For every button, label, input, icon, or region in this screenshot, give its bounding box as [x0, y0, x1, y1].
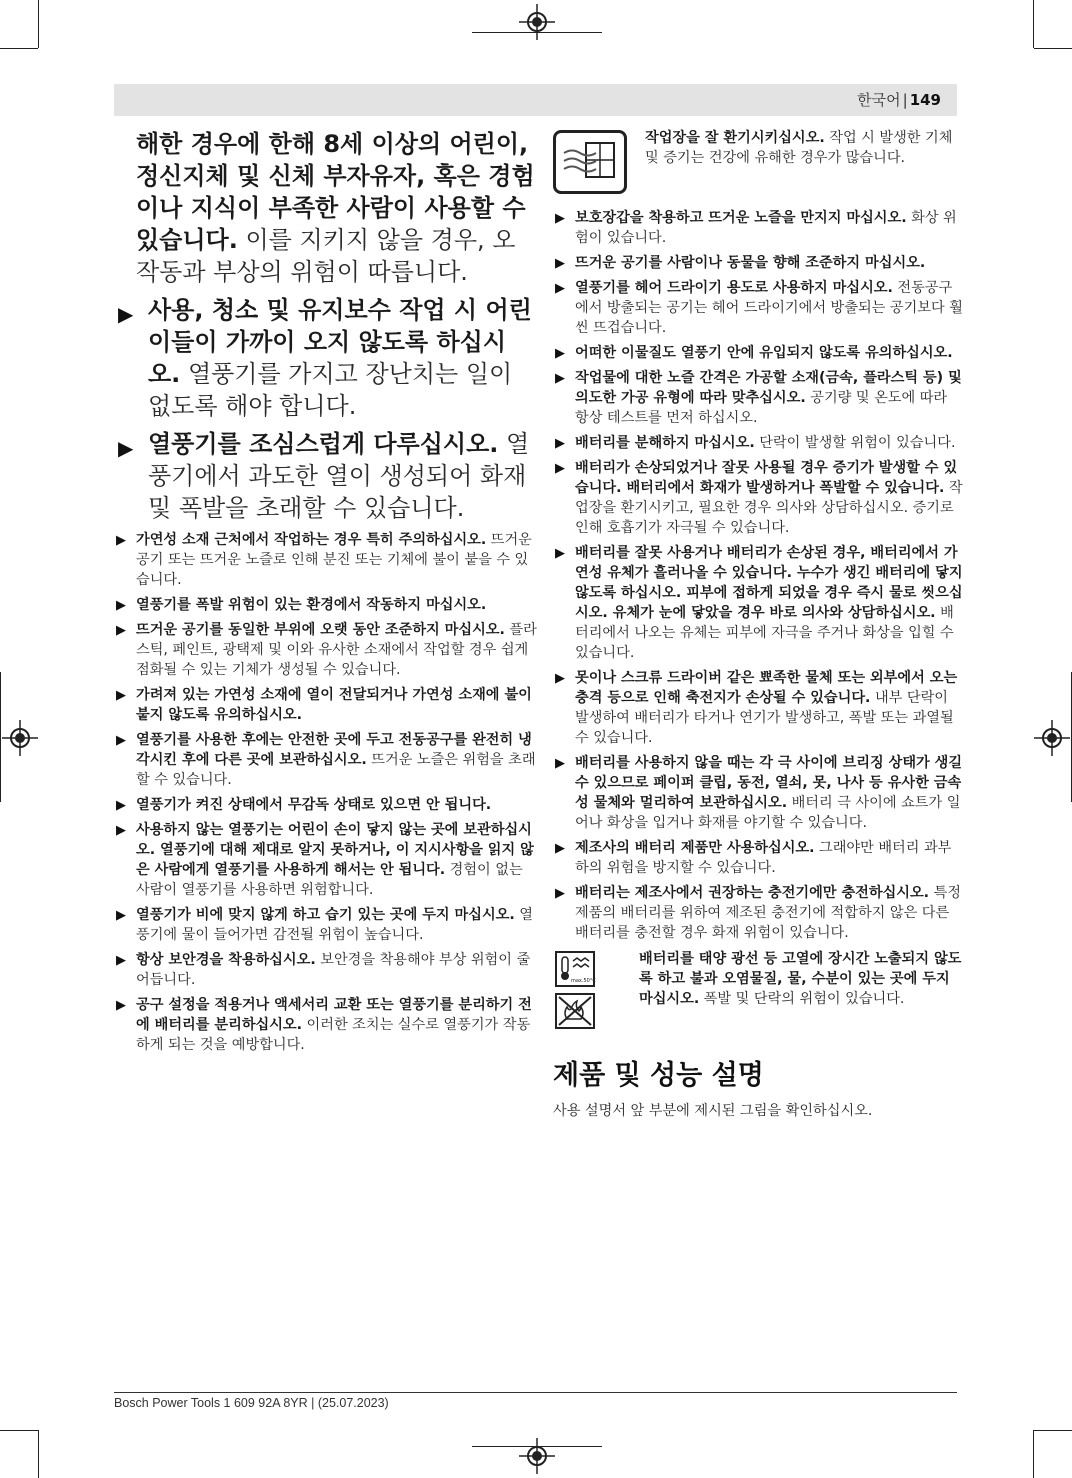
warning-normal: 플라스틱, 페인트, 광택제 및 이와 유사한 소재에서 작업할 경우 쉽게 점화될 수 있는 기체가 생성될 수 있습니다.	[136, 622, 537, 678]
warning-normal: 화상 위험이 있습니다.	[575, 210, 957, 246]
crop-mark	[38, 1430, 39, 1478]
bullet-arrow-icon: ▶	[555, 671, 565, 686]
warning-normal: 공기량 및 온도에 따라 항상 테스트를 먼저 하십시오.	[575, 390, 948, 426]
header-language: 한국어	[857, 91, 901, 109]
registration-mark-icon	[1034, 720, 1070, 756]
bullet-arrow-icon: ▶	[555, 886, 565, 901]
crop-mark	[1033, 0, 1034, 48]
warning-bold: 보호장갑을 착용하고 뜨거운 노즐을 만지지 마십시오.	[575, 210, 907, 226]
bullet-arrow-icon: ▶	[116, 623, 126, 638]
warning-bold: 열풍기를 사용한 후에는 안전한 곳에 두고 전동공구를 완전히 냉각시킨 후에 다른 곳에 보관하십시오.	[136, 732, 532, 768]
warning-bold: 열풍기를 폭발 위험이 있는 환경에서 작동하지 마십시오.	[136, 597, 487, 613]
warning-item	[553, 838, 965, 878]
warning-bold: 열풍기를 헤어 드라이기 용도로 사용하지 마십시오.	[575, 280, 893, 296]
section-title: 제품 및 성능 설명	[553, 1060, 764, 1091]
warning-item	[114, 730, 538, 790]
warning-item	[553, 543, 965, 663]
warning-item	[114, 795, 538, 815]
intro-normal: 이를 지키지 않을 경우, 오작동과 부상의 위험이 따릅니다.	[136, 226, 516, 286]
bullet-arrow-icon: ▶	[118, 436, 134, 460]
warning-bold: 뜨거운 공기를 사람이나 동물을 향해 조준하지 마십시오.	[575, 255, 926, 271]
bullet-arrow-icon: ▶	[118, 302, 134, 326]
warning-item	[114, 620, 538, 680]
warning-normal: 열풍기에 물이 들어가면 감전될 위험이 높습니다.	[136, 907, 533, 943]
no-water-fire-icon	[555, 993, 595, 1029]
warning-bold: 가려져 있는 가연성 소재에 열이 전달되거나 가연성 소재에 불이 붙지 않도록 유의하십시오.	[136, 687, 532, 723]
warning-item	[114, 905, 538, 945]
warning-bold: 사용하지 않는 열풍기는 어린이 손이 닿지 않는 곳에 보관하십시오. 열풍기에 대해 제대로 알지 못하거나, 이 지시사항을 읽지 않은 사람에게 열풍기를 사용하게 해서는 안 됩니다.	[136, 822, 534, 878]
warning-item	[553, 253, 965, 273]
warning-bold: 배터리를 잘못 사용거나 배터리가 손상된 경우, 배터리에서 가연성 유체가 흘러나올 수 있습니다. 누수가 생긴 배터리에 닿지 않도록 하십시오. 피부에 접하게 되었을 경우 즉시 물로 씻으십시오. 유체가 눈에 닿았을 경우 바로 의사와 상담하십시오.	[575, 545, 963, 621]
warning-item	[553, 668, 965, 748]
warning-normal: 단락이 발생할 위험이 있습니다.	[754, 435, 956, 451]
warning-item	[114, 595, 538, 615]
warning-normal: 열풍기에서 과도한 열이 생성되어 화재 및 폭발을 초래할 수 있습니다.	[148, 430, 530, 522]
registration-mark-icon	[519, 4, 555, 40]
bullet-arrow-icon: ▶	[555, 461, 565, 476]
warning-bold: 뜨거운 공기를 동일한 부위에 오랫 동안 조준하지 마십시오.	[136, 622, 505, 638]
bullet-arrow-icon: ▶	[555, 346, 565, 361]
warning-normal: 뜨거운 공기 또는 뜨거운 노즐로 인해 분진 또는 기체에 불이 붙을 수 있습니다.	[136, 532, 532, 588]
warning-bold: 배터리가 손상되었거나 잘못 사용될 경우 증기가 발생할 수 있습니다. 배터리에서 화재가 발생하거나 폭발할 수 있습니다.	[575, 460, 958, 496]
warning-bold: 항상 보안경을 착용하십시오.	[136, 952, 316, 968]
footer-text: Bosch Power Tools 1 609 92A 8YR | (25.07.2023)	[114, 1396, 389, 1410]
warning-bold: 배터리를 사용하지 않을 때는 각 극 사이에 브리징 상태가 생길 수 있으므로 페이퍼 클립, 동전, 열쇠, 못, 나사 등 유사한 금속성 물체와 멀리하여 보관하십시오.	[575, 755, 963, 811]
bullet-arrow-icon: ▶	[555, 756, 565, 771]
warning-normal: 이러한 조치는 실수로 열풍기가 작동하게 되는 것을 예방합니다.	[136, 1017, 531, 1053]
warning-normal: 그래야만 배터리 과부하의 위험을 방지할 수 있습니다.	[575, 840, 952, 876]
warning-bold: 어떠한 이물질도 열풍기 안에 유입되지 않도록 유의하십시오.	[575, 345, 953, 361]
warning-item	[553, 753, 965, 833]
crop-mark	[0, 672, 1, 802]
warning-item	[114, 530, 538, 590]
registration-mark-icon	[519, 1438, 555, 1474]
intro-bold: 해한 경우에 한해 8세 이상의 어린이, 정신지체 및 신체 부자유자, 혹은 경험이나 지식이 부족한 사람이 사용할 수 있습니다.	[136, 130, 535, 254]
crop-mark	[0, 1430, 38, 1431]
bullet-arrow-icon: ▶	[555, 211, 565, 226]
warning-bold: 배터리를 태양 광선 등 고열에 장시간 노출되지 않도록 하고 불과 오염물질, 물, 수분이 있는 곳에 두지 마십시오.	[639, 951, 962, 1007]
warning-bold: 작업물에 대한 노즐 간격은 가공할 소재(금속, 플라스틱 등) 및 의도한 가공 유형에 따라 맞추십시오.	[575, 370, 962, 406]
warning-item-large	[114, 428, 538, 524]
bullet-arrow-icon: ▶	[116, 908, 126, 923]
bullet-arrow-icon: ▶	[116, 598, 126, 613]
crop-mark	[38, 0, 39, 48]
warning-bold: 열풍기가 켜진 상태에서 무감독 상태로 있으면 안 됩니다.	[136, 797, 492, 813]
left-column	[114, 128, 538, 1060]
warning-normal: 배터리 극 사이에 쇼트가 일어나 화상을 입거나 화재를 야기할 수 있습니다.	[575, 795, 961, 831]
battery-storage-text	[553, 949, 965, 1009]
warning-item	[553, 278, 965, 338]
temperature-icon	[555, 951, 595, 987]
footer-divider	[114, 1392, 957, 1393]
warning-bold: 사용, 청소 및 유지보수 작업 시 어린이들이 가까이 오지 않도록 하십시오.	[148, 296, 532, 388]
warning-normal: 작업 시 발생한 기체 및 증기는 건강에 유해한 경우가 많습니다.	[645, 130, 953, 166]
warning-bold: 배터리는 제조사에서 권장하는 충전기에만 충전하십시오.	[575, 885, 930, 901]
crop-mark	[1034, 1430, 1072, 1431]
warning-item	[553, 458, 965, 538]
warning-normal: 전동공구에서 방출되는 공기는 헤어 드라이기에서 방출되는 공기보다 훨씬 뜨겁습니다.	[575, 280, 963, 336]
ventilation-icon	[553, 130, 627, 194]
crop-mark	[1033, 1430, 1034, 1478]
warning-bold: 열풍기가 비에 맞지 않게 하고 습기 있는 곳에 두지 마십시오.	[136, 907, 515, 923]
warning-item	[114, 820, 538, 900]
warning-normal: 열풍기를 가지고 장난치는 일이 없도록 해야 합니다.	[148, 360, 513, 420]
warning-normal: 내부 단락이 발생하여 배터리가 타거나 연기가 발생하고, 폭발 또는 과열될 수 있습니다.	[575, 690, 954, 746]
page-header	[114, 84, 957, 116]
warning-item	[553, 368, 965, 428]
warning-normal: 보안경을 착용해야 부상 위험이 줄어듭니다.	[136, 952, 531, 988]
warning-item	[114, 995, 538, 1055]
bullet-arrow-icon: ▶	[116, 823, 126, 838]
page-number: 149	[909, 91, 941, 109]
warning-bold: 가연성 소재 근처에서 작업하는 경우 특히 주의하십시오.	[136, 532, 487, 548]
battery-storage-warning	[553, 949, 965, 1037]
warning-bold: 열풍기를 조심스럽게 다루십시오.	[148, 430, 499, 458]
bullet-arrow-icon: ▶	[116, 998, 126, 1013]
bullet-arrow-icon: ▶	[555, 841, 565, 856]
warning-normal: 작업장을 환기시키고, 필요한 경우 의사와 상담하십시오. 증기로 인해 호흡기가 자극될 수 있습니다.	[575, 480, 963, 536]
warning-normal: 뜨거운 노즐은 위험을 초래할 수 있습니다.	[136, 752, 536, 788]
warning-normal: 경험이 없는 사람이 열풍기를 사용하면 위험합니다.	[136, 862, 523, 898]
bullet-arrow-icon: ▶	[555, 256, 565, 271]
warning-normal: 폭발 및 단락의 위험이 있습니다.	[699, 991, 905, 1007]
section-body: 사용 설명서 앞 부분에 제시된 그림을 확인하십시오.	[553, 1103, 873, 1119]
bullet-arrow-icon: ▶	[116, 798, 126, 813]
bullet-arrow-icon: ▶	[555, 436, 565, 451]
bullet-arrow-icon: ▶	[116, 533, 126, 548]
warning-normal: 배터리에서 나오는 유체는 피부에 자극을 주거나 화상을 입힐 수 있습니다.	[575, 605, 954, 661]
bullet-arrow-icon: ▶	[116, 953, 126, 968]
registration-mark-icon	[2, 720, 38, 756]
intro-paragraph	[114, 128, 538, 288]
header-separator: |	[902, 91, 908, 109]
warning-normal: 특정 제품의 배터리를 위하여 제조된 충전기에 적합하지 않은 다른 배터리를 충전할 경우 화재 위험이 있습니다.	[575, 885, 961, 941]
header-text	[857, 90, 941, 110]
crop-mark	[0, 48, 38, 49]
warning-item-large	[114, 294, 538, 422]
warning-item	[553, 433, 965, 453]
warning-bold: 공구 설정을 적용거나 액세서리 교환 또는 열풍기를 분리하기 전에 배터리를 분리하십시오.	[136, 997, 532, 1033]
bullet-arrow-icon: ▶	[555, 546, 565, 561]
bullet-arrow-icon: ▶	[555, 371, 565, 386]
warning-bold: 배터리를 분해하지 마십시오.	[575, 435, 755, 451]
temperature-caption: max.50°C	[571, 978, 596, 984]
warning-bold: 못이나 스크류 드라이버 같은 뾰족한 물체 또는 외부에서 오는 충격 등으로 인해 축전지가 손상될 수 있습니다.	[575, 670, 958, 706]
crop-mark	[1034, 48, 1072, 49]
warning-item	[114, 685, 538, 725]
warning-item	[553, 343, 965, 363]
right-column	[553, 128, 965, 1121]
bullet-arrow-icon: ▶	[116, 688, 126, 703]
warning-item	[553, 883, 965, 943]
bullet-arrow-icon: ▶	[116, 733, 126, 748]
warning-item	[114, 950, 538, 990]
ventilation-warning	[553, 128, 965, 200]
warning-bold: 작업장을 잘 환기시키십시오.	[645, 130, 825, 146]
warning-bold: 제조사의 배터리 제품만 사용하십시오.	[575, 840, 815, 856]
warning-item	[553, 208, 965, 248]
bullet-arrow-icon: ▶	[555, 281, 565, 296]
